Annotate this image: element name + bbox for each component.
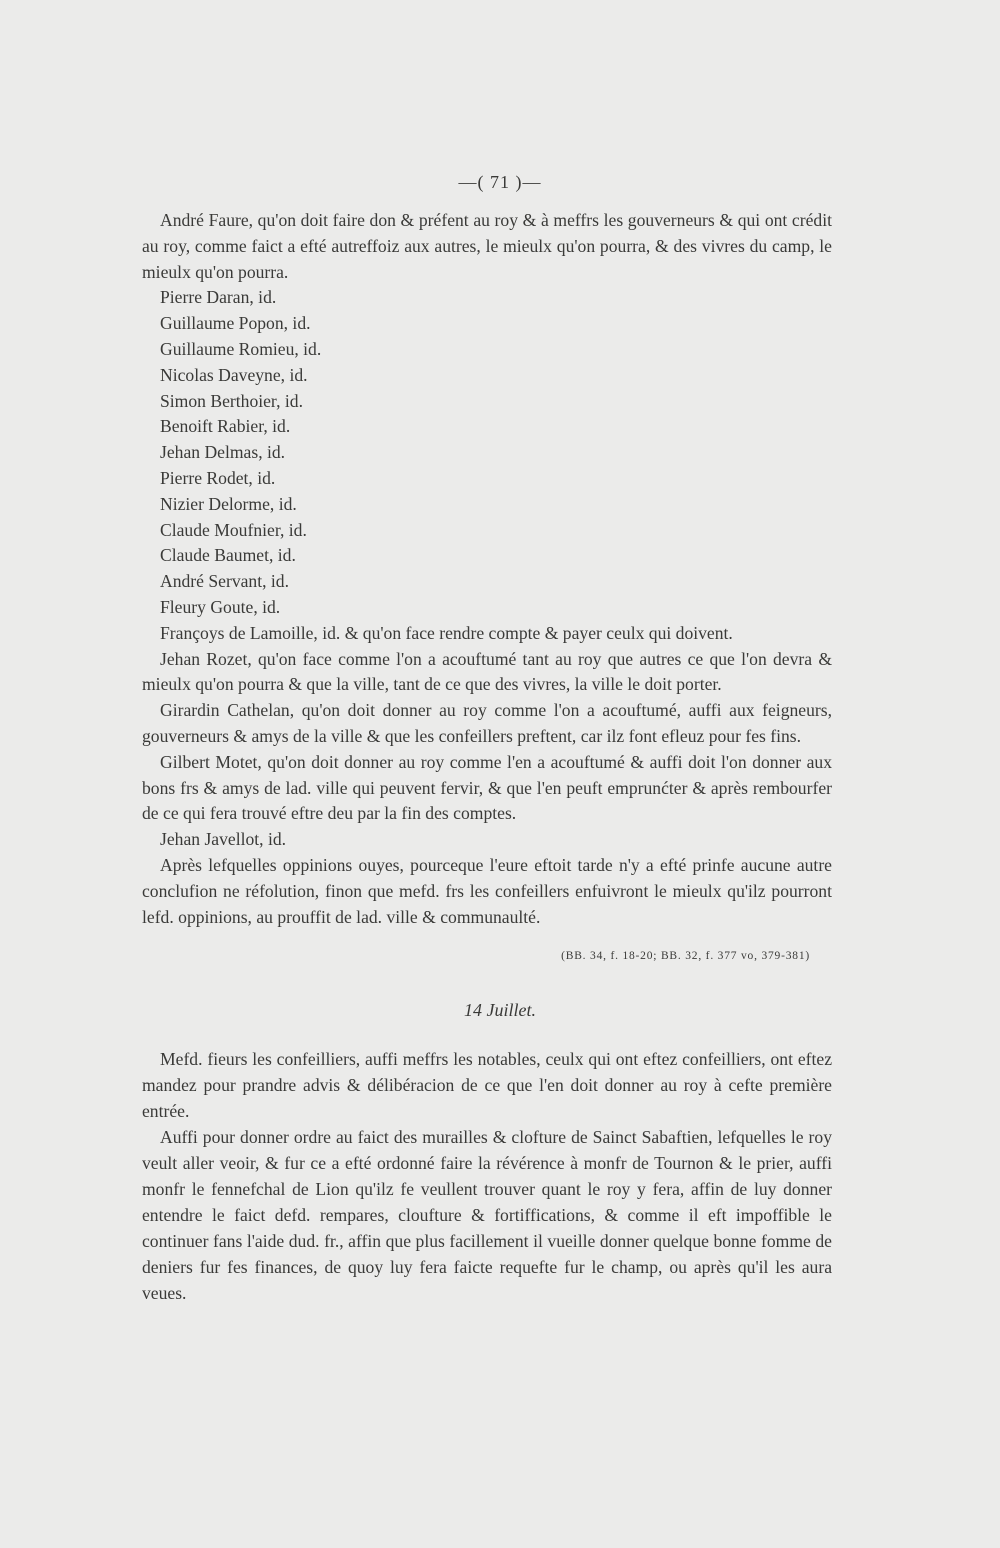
opinion-line: Jehan Javellot, id. [160, 829, 287, 850]
opinion-paragraph: Girardin Cathelan, qu'on doit donner au roy comme l'on a acouftumé, auffi aux feigneurs, gouverneurs & amys de la ville & que les confeillers preftent, car ilz font efleuz pour fes fins. [142, 700, 832, 746]
opinion-line: Simon Berthoier, id. [160, 390, 303, 411]
archive-reference: (BB. 34, f. 18-20; BB. 32, f. 377 vo, 379-381) [561, 950, 810, 962]
opinion-line: Nicolas Daveyne, id. [160, 364, 308, 385]
opinion-paragraph: Françoys de Lamoille, id. & qu'on face rendre compte & payer ceulx qui doivent. [160, 622, 733, 643]
opinion-line: Guillaume Popon, id. [160, 313, 311, 334]
section-paragraph: Mefd. fieurs les confeilliers, auffi meffrs les notables, ceulx qui ont eftez confeilliers, ont eftez mandez pour prandre advis & délibéracion de ce que l'en doit donner au roy à cefte première entrée. [142, 1049, 832, 1121]
opinion-line: Claude Baumet, id. [160, 545, 296, 566]
page-number: —( 71 )— [458, 172, 542, 192]
opinion-paragraph: André Faure, qu'on doit faire don & préfent au roy & à meffrs les gouverneurs & qui ont crédit au roy, comme faict a efté autreffoiz aux autres, le mieulx qu'on pourra, & des vivres du camp, le mieulx qu'on pourra. [142, 210, 832, 282]
conclusion-paragraph: Après lefquelles oppinions ouyes, pourceque l'eure eftoit tarde n'y a efté prinfe aucune autre conclufion ne réfolution, finon que mefd. frs les confeillers enfuivront le mieulx qu'ilz pourront lefd. oppinions, au prouffit de lad. ville & communaulté. [142, 854, 832, 927]
opinion-paragraph: Jehan Rozet, qu'on face comme l'on a acouftumé tant au roy que autres ce que l'on devra & mieulx qu'on pourra & que la ville, tant de ce que des vivres, la ville le doit porter. [142, 648, 832, 695]
opinion-line: Guillaume Romieu, id. [160, 338, 322, 359]
opinion-line: Pierre Rodet, id. [160, 467, 276, 488]
opinion-line: Claude Moufnier, id. [160, 519, 307, 540]
opinion-line: Nizier Delorme, id. [160, 493, 297, 514]
opinion-line: Pierre Daran, id. [160, 287, 277, 308]
section-body [142, 1046, 832, 1306]
opinion-line: Jehan Delmas, id. [160, 442, 286, 463]
section-heading: 14 Juillet. [464, 1000, 536, 1020]
opinion-line: Fleury Goute, id. [160, 596, 281, 617]
opinion-line: André Servant, id. [160, 571, 289, 592]
deliberation-opinions [142, 208, 832, 930]
opinion-paragraph: Gilbert Motet, qu'on doit donner au roy comme l'en a acouftumé & auffi doit l'on donner aux bons frs & amys de lad. ville qui peuvent fervir, & que l'en peuft emprunćter & après rembourfer de ce qui fera trouvé eftre deu par la fin des comptes. [142, 751, 832, 824]
opinion-line: Benoift Rabier, id. [160, 416, 291, 437]
section-paragraph: Auffi pour donner ordre au faict des murailles & clofture de Sainct Sabaftien, lefquelles le roy veult aller veoir, & fur ce a efté ordonné faire la révérence à monfr de Tournon & le prier, auffi monfr le fennefchal de Lion qu'ilz fe veullent trouver quant le roy y fera, affin de luy donner entendre le faict defd. rempares, cloufture & fortiffications, & comme il eft impoffible le continuer fans l'aide dud. fr., affin que plus facillement il vueille donner quelque bonne fomme de deniers fur fes finances, de quoy luy fera faicte requefte fur le champ, ou après qu'il les aura veues. [142, 1127, 832, 1303]
